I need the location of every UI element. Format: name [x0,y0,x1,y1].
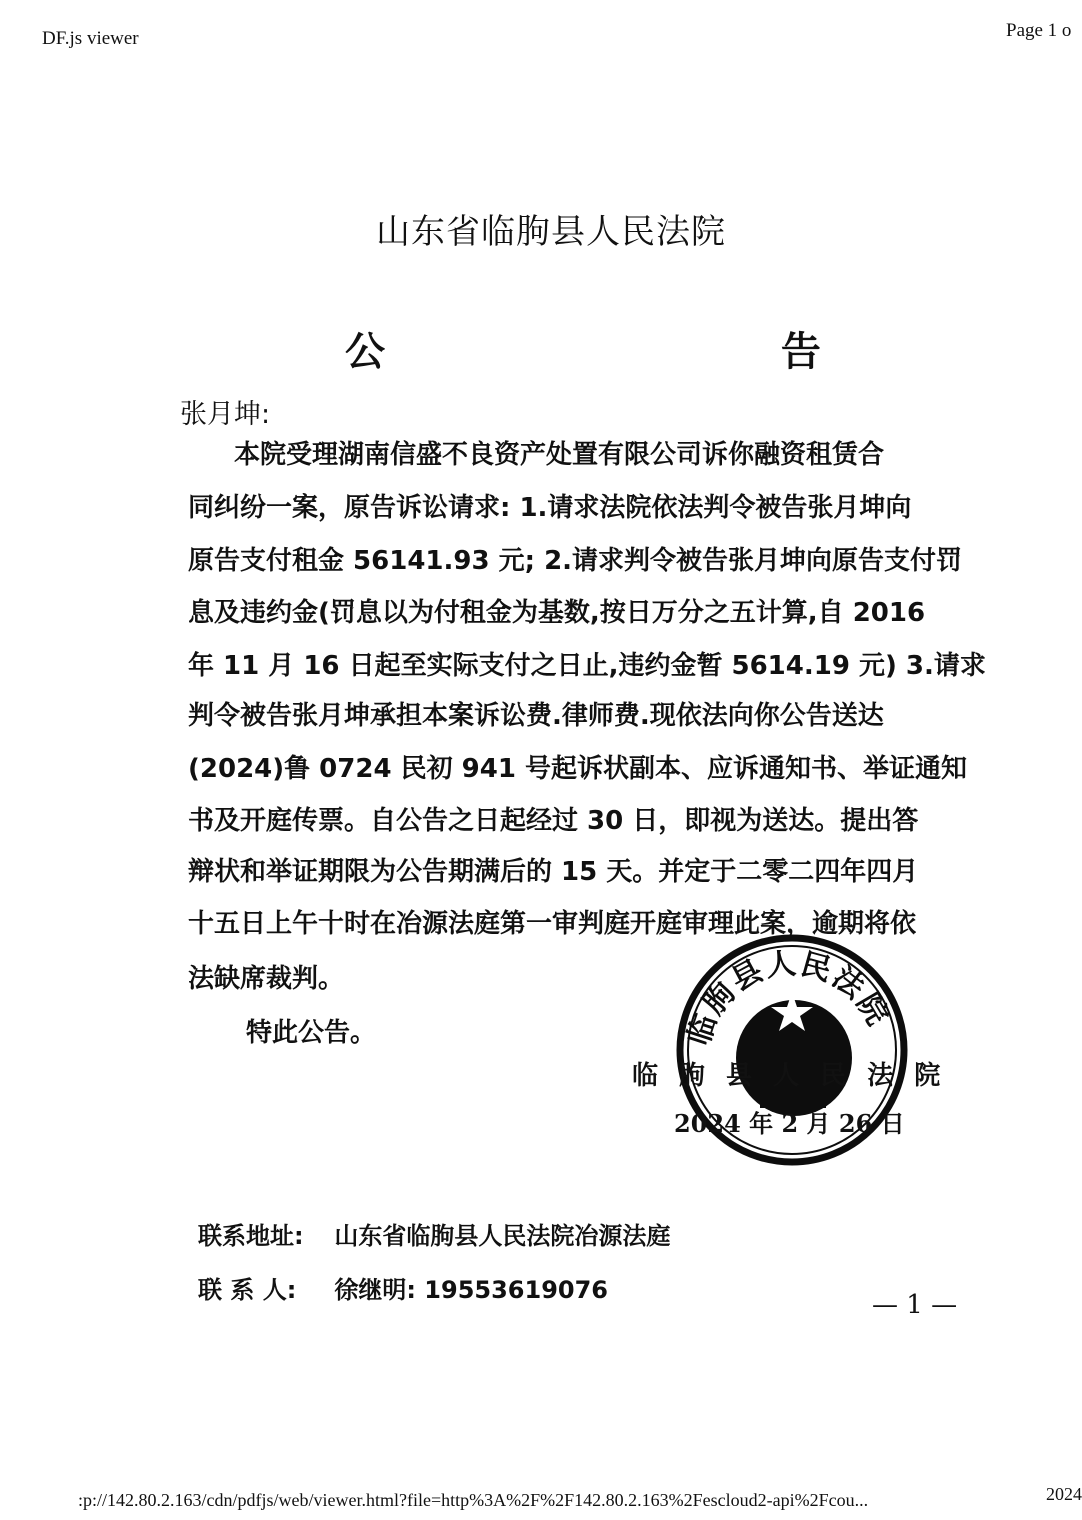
body-line: 辩状和举证期限为公告期满后的 15 天。并定于二零二四年四月 [188,857,919,887]
court-title: 山东省临朐县人民法院 [376,212,726,252]
heading-char-left: 公 [345,329,385,375]
body-line: 息及违约金(罚息以为付租金为基数,按日万分之五计算,自 2016 [188,598,926,628]
contact-address-label: 联系地址: [198,1222,304,1250]
body-line: 判令被告张月坤承担本案诉讼费.律师费.现依法向你公告送达 [188,701,884,731]
page-number: — 1 — [872,1290,958,1320]
body-line: 法缺席裁判。 [188,964,345,994]
seal-text: 临朐县人民法院 [681,945,896,1050]
body-line: (2024)鲁 0724 民初 941 号起诉状副本、应诉通知书、举证通知 [188,754,967,784]
heading-char-right: 告 [780,329,821,375]
body-line: 十五日上午十时在冶源法庭第一审判庭开庭审理此案，逾期将依 [188,909,917,939]
signature-date: 2024 年 2 月 26 日 [674,1109,905,1138]
closing-text: 特此公告。 [246,1018,377,1048]
contact-person-value: 徐继明: 19553619076 [334,1276,609,1304]
contact-person-label: 联 系 人: [198,1276,297,1304]
page-indicator: Page 1 o [1006,20,1072,41]
addressee: 张月坤: [180,399,271,430]
body-line: 本院受理湖南信盛不良资产处置有限公司诉你融资租赁合 [234,440,885,470]
footer-url: :p://142.80.2.163/cdn/pdfjs/web/viewer.html?file=http%3A%2F%2F142.80.2.163%2Fescloud2-api%2Fcou... [78,1490,869,1510]
body-line: 书及开庭传票。自公告之日起经过 30 日，即视为送达。提出答 [188,806,919,836]
signature-court: 临 朐 县 人 民 法 院 [632,1061,947,1091]
notice-heading [345,320,821,377]
footer-date: 2024 [1046,1484,1082,1504]
contact-person [198,1270,608,1305]
body-line: 同纠纷一案，原告诉讼请求: 1.请求法院依法判令被告张月坤向 [188,493,912,523]
body-line: 原告支付租金 56141.93 元; 2.请求判令被告张月坤向原告支付罚 [188,546,963,576]
contact-address-value: 山东省临朐县人民法院冶源法庭 [334,1222,671,1250]
body-line: 年 11 月 16 日起至实际支付之日止,违约金暂 5614.19 元) 3.请求 [188,651,986,681]
contact-address [198,1216,670,1251]
viewer-label: DF.js viewer [42,28,139,49]
